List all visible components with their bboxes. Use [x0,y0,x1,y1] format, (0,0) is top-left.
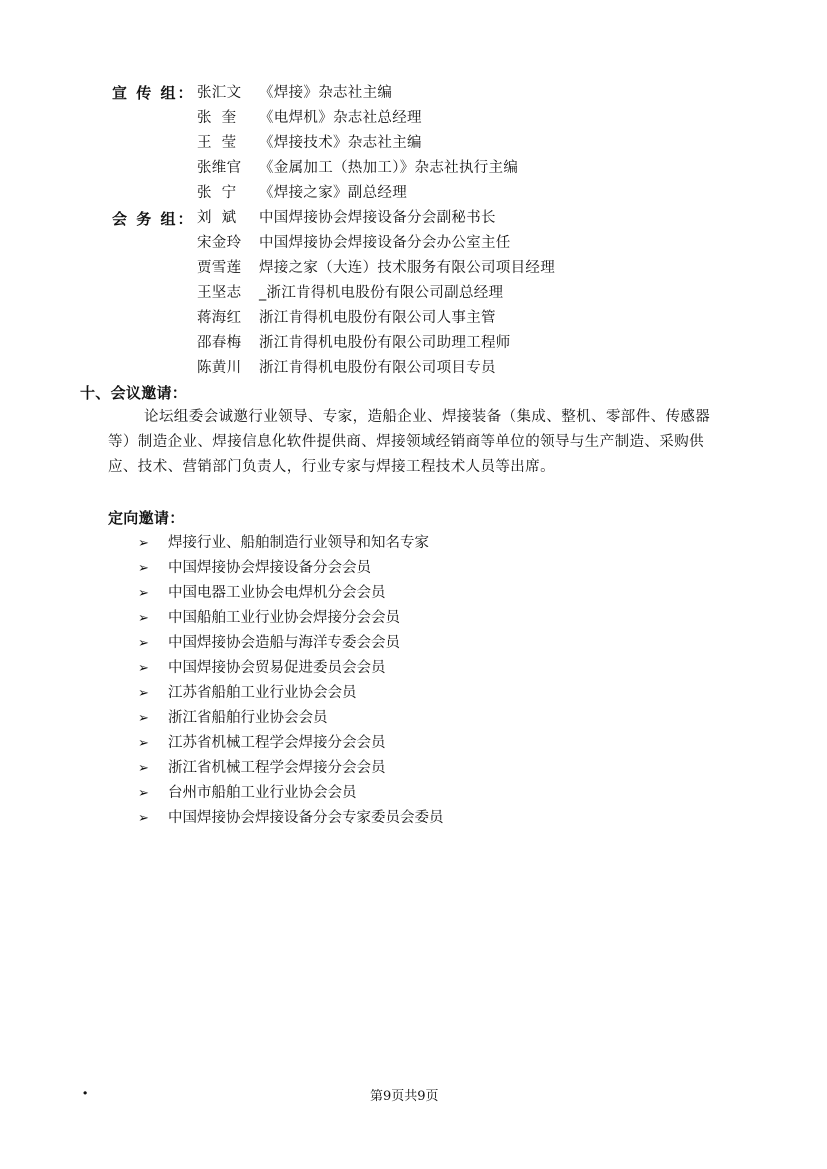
member-role: 《金属加工（热加工）》杂志社执行主编 [259,160,519,176]
arrow-bullet-icon: ➢ [138,811,149,826]
member-name: 蒋海红 [197,310,242,326]
member-role: _浙江肯得机电股份有限公司副总经理 [259,285,504,301]
list-item: ➢ 焊接行业、船舶制造行业领导和知名专家 [138,533,429,554]
member-role: 《焊接之家》副总经理 [259,185,407,201]
member-role: 浙江肯得机电股份有限公司项目专员 [259,360,496,376]
member-role: 浙江肯得机电股份有限公司人事主管 [259,310,496,326]
member-role: 《电焊机》杂志社总经理 [259,110,422,126]
section-10-heading: 十、会议邀请： [80,384,188,402]
arrow-bullet-icon: ➢ [138,561,149,576]
arrow-bullet-icon: ➢ [138,686,149,701]
targeted-invitation-heading: 定向邀请： [108,509,185,527]
list-item: ➢ 中国电器工业协会电焊机分会会员 [138,583,386,604]
arrow-bullet-icon: ➢ [138,661,149,676]
affairs-member [197,308,496,328]
publicity-member [197,83,392,103]
affairs-group-label: 会 务 组： [112,210,195,228]
list-item: ➢ 浙江省机械工程学会焊接分会会员 [138,758,386,779]
affairs-member [197,333,511,353]
affairs-member [197,208,496,228]
arrow-bullet-icon: ➢ [138,761,149,776]
affairs-member [197,258,555,278]
arrow-bullet-icon: ➢ [138,786,149,801]
member-role: 中国焊接协会焊接设备分会副秘书长 [259,210,496,226]
affairs-member [197,233,511,253]
arrow-bullet-icon: ➢ [138,586,149,601]
list-item: ➢ 台州市船舶工业行业协会会员 [138,783,357,804]
list-item: ➢ 中国焊接协会焊接设备分会专家委员会委员 [138,808,444,829]
list-item: ➢ 中国焊接协会焊接设备分会会员 [138,558,371,579]
invitation-paragraph: 论坛组委会诚邀行业领导、专家，造船企业、焊接装备（集成、整机、零部件、传感器等）制造企业、焊接信息化软件提供商、焊接领域经销商等单位的领导与生产制造、采购供应、技术、营销部门负责人，行业专家与焊接工程技术人员等出席。 [108,409,711,475]
list-item: ➢ 浙江省船舶行业协会会员 [138,708,328,729]
publicity-member [197,183,407,203]
publicity-group-label: 宣 传 组： [112,84,195,102]
member-role: 《焊接》杂志社主编 [259,85,393,101]
member-name: 王坚志 [197,285,242,301]
member-name: 张 宁 [197,185,237,201]
arrow-bullet-icon: ➢ [138,536,149,551]
list-item: ➢ 中国焊接协会贸易促进委员会会员 [138,658,386,679]
arrow-bullet-icon: ➢ [138,636,149,651]
member-name: 张 奎 [197,110,237,126]
list-item: ➢ 中国船舶工业行业协会焊接分会会员 [138,608,400,629]
publicity-member [197,108,422,128]
list-item: ➢ 中国焊接协会造船与海洋专委会会员 [138,633,400,654]
member-role: 浙江肯得机电股份有限公司助理工程师 [259,335,511,351]
list-item: ➢ 江苏省机械工程学会焊接分会会员 [138,733,386,754]
member-role: 焊接之家（大连）技术服务有限公司项目经理 [259,260,555,276]
publicity-member [197,158,518,178]
member-name: 张维官 [197,160,242,176]
affairs-member [197,358,496,378]
arrow-bullet-icon: ➢ [138,736,149,751]
affairs-member [197,283,503,303]
member-name: 王 莹 [197,135,237,151]
arrow-bullet-icon: ➢ [138,611,149,626]
member-name: 陈黄川 [197,360,242,376]
member-role: 中国焊接协会焊接设备分会办公室主任 [259,235,511,251]
publicity-member [197,133,422,153]
member-role: 《焊接技术》杂志社主编 [259,135,422,151]
member-name: 贾雪莲 [197,260,242,276]
list-item: ➢ 江苏省船舶工业行业协会会员 [138,683,357,704]
member-name: 宋金玲 [197,235,242,251]
page-number: 第9页共9页 [370,1089,439,1104]
arrow-bullet-icon: ➢ [138,711,149,726]
member-name: 张汇文 [197,85,242,101]
member-name: 刘 斌 [197,210,237,226]
member-name: 邵春梅 [197,335,242,351]
footer-dot: · [82,1083,89,1104]
